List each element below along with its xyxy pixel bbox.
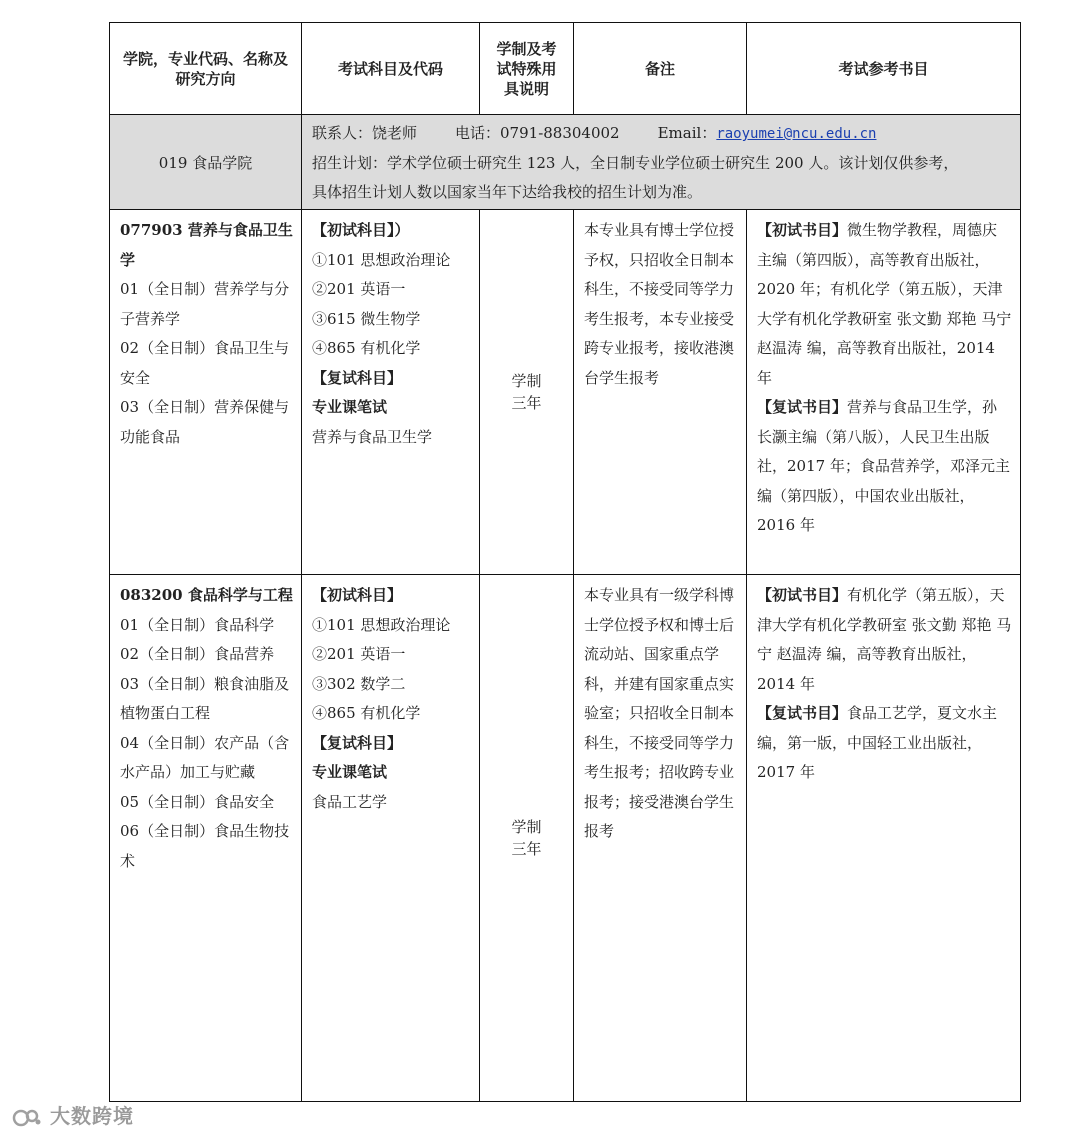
retest-type: 专业课笔试: [312, 763, 388, 781]
direction-item: 02（全日制）食品营养: [120, 645, 275, 663]
header-duration: 学制及考试特殊用具说明: [480, 23, 574, 115]
program-info: [110, 575, 302, 1102]
header-college: 学院，专业代码、名称及研究方向: [110, 23, 302, 115]
direction-item: 04（全日制）农产品（含水产品）加工与贮藏: [120, 733, 290, 781]
reference-books: [747, 210, 1021, 575]
duration-value: 三年: [511, 394, 542, 412]
direction-item: 01（全日制）食品科学: [120, 615, 275, 634]
initial-exam-label: 【初试科目】）: [312, 221, 410, 239]
initial-books: 微生物学教程，周德庆主编（第四版），高等教育出版社，2020 年；有机化学（第五版），天津大学有机化学教研室 张文勤 郑艳 马宁 赵温涛 编，高等教育出版社，2014 年: [757, 221, 1012, 387]
email-label: Email：: [657, 124, 717, 142]
direction-item: 06（全日制）食品生物技术: [120, 822, 290, 870]
watermark-logo-icon: [12, 1107, 42, 1129]
header-notes: 备注: [574, 23, 747, 115]
college-name: 019 食品学院: [110, 115, 302, 210]
initial-exam-label: 【初试科目】: [312, 586, 403, 604]
retest-books: 食品工艺学，夏文水主编，第一版，中国轻工业出版社，2017 年: [757, 704, 998, 781]
header-books: 考试参考书目: [747, 23, 1021, 115]
retest-type: 专业课笔试: [312, 398, 388, 416]
watermark-text: 大数跨境: [49, 1104, 134, 1128]
program-row: [110, 210, 1021, 575]
exam-subject: ②201 英语一: [312, 280, 406, 298]
direction-item: 05（全日制）食品安全: [120, 792, 275, 811]
retest-subject: 营养与食品卫生学: [312, 427, 433, 446]
retest-books-label: 【复试书目】: [757, 398, 848, 416]
college-row: [110, 115, 1021, 210]
college-info: [302, 115, 1021, 210]
exam-subjects: [302, 210, 480, 575]
program-notes: 本专业具有一级学科博士学位授予权和博士后流动站、国家重点学科，并建有国家重点实验室；只招收全日制本科生，不接受同等学力考生报考；招收跨专业报考；接受港澳台学生报考: [574, 575, 747, 1102]
exam-subject: ①101 思想政治理论: [312, 250, 451, 269]
admissions-table: [109, 22, 1021, 1102]
duration-label: 学制: [511, 372, 542, 390]
program-row: [110, 575, 1021, 1102]
initial-books: 有机化学（第五版），天津大学有机化学教研室 张文勤 郑艳 马宁 赵温涛 编，高等教育出版社，2014 年: [757, 586, 1012, 693]
header-exam-subjects: 考试科目及代码: [302, 23, 480, 115]
reference-books: [747, 575, 1021, 1102]
duration: [480, 575, 574, 1102]
direction-item: 03（全日制）粮食油脂及植物蛋白工程: [120, 674, 290, 722]
plan-line-1: 招生计划：学术学位硕士研究生 123 人，全日制专业学位硕士研究生 200 人。该计划仅供参考，: [312, 154, 959, 172]
duration-value: 三年: [511, 840, 542, 858]
initial-books-label: 【初试书目】: [757, 221, 848, 239]
retest-books: 营养与食品卫生学，孙长灏主编（第八版），人民卫生出版社，2017 年；食品营养学，邓泽元主编（第四版），中国农业出版社，2016 年: [757, 398, 1010, 534]
contact-phone: 电话：0791-88304002: [455, 124, 620, 142]
initial-books-label: 【初试书目】: [757, 586, 848, 604]
retest-exam-label: 【复试科目】: [312, 733, 403, 752]
retest-subject: 食品工艺学: [312, 792, 388, 811]
direction-item: 01（全日制）营养学与分子营养学: [120, 280, 290, 328]
email-link[interactable]: raoyumei@ncu.edu.cn: [716, 126, 877, 142]
exam-subject: ③302 数学二: [312, 674, 406, 693]
duration: [480, 210, 574, 575]
header-row: [110, 23, 1021, 115]
exam-subject: ④865 有机化学: [312, 704, 421, 722]
direction-item: 03（全日制）营养保健与功能食品: [120, 398, 290, 446]
retest-exam-label: 【复试科目】: [312, 368, 403, 387]
exam-subject: ②201 英语一: [312, 645, 406, 663]
program-notes: 本专业具有博士学位授予权，只招收全日制本科生，不接受同等学力考生报考，本专业接受跨专业报考，接收港澳台学生报考: [574, 210, 747, 575]
retest-books-label: 【复试书目】: [757, 704, 848, 722]
plan-line-2: 具体招生计划人数以国家当年下达给我校的招生计划为准。: [312, 183, 703, 201]
direction-item: 02（全日制）食品卫生与安全: [120, 339, 290, 387]
program-title: 083200 食品科学与工程: [120, 586, 293, 604]
program-info: [110, 210, 302, 575]
exam-subjects: [302, 575, 480, 1102]
duration-label: 学制: [511, 818, 542, 836]
program-title: 077903 营养与食品卫生学: [120, 221, 293, 269]
contact-person: 联系人：饶老师: [312, 124, 418, 142]
exam-subject: ④865 有机化学: [312, 339, 421, 357]
exam-subject: ①101 思想政治理论: [312, 615, 451, 634]
exam-subject: ③615 微生物学: [312, 309, 421, 328]
watermark: [12, 1100, 134, 1129]
